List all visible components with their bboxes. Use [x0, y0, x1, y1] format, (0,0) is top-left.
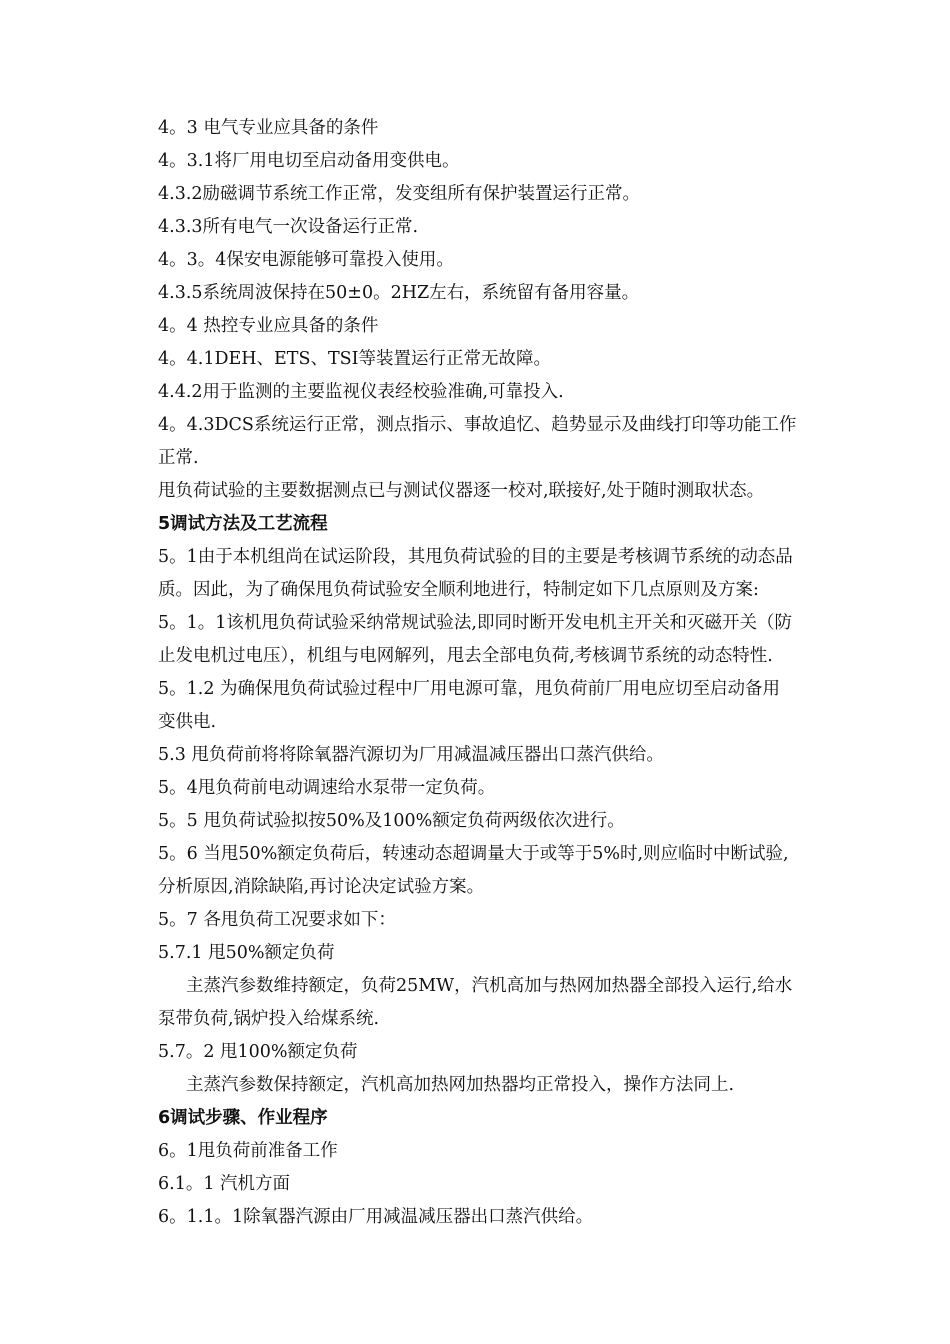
section-4-3-heading: 4。3 电气专业应具备的条件 — [158, 118, 379, 138]
paragraph-5-7-1-detail-continued: 泵带负荷,锅炉投入给煤系统. — [158, 1009, 380, 1029]
paragraph-6-1: 6。1甩负荷前准备工作 — [158, 1141, 338, 1161]
paragraph-5-3: 5.3 甩负荷前将将除氧器汽源切为厂用减温减压器出口蒸汽供给。 — [158, 745, 664, 765]
paragraph-5-7-2: 5.7。2 甩100%额定负荷 — [158, 1042, 358, 1062]
paragraph-5-7-1: 5.7.1 甩50%额定负荷 — [158, 943, 335, 963]
paragraph-6-1-1-1: 6。1.1。1除氧器汽源由厂用减温减压器出口蒸汽供给。 — [158, 1207, 594, 1227]
paragraph-5-7-2-detail: 主蒸汽参数保持额定，汽机高加热网加热器均正常投入，操作方法同上. — [186, 1075, 735, 1095]
paragraph-4-3-1: 4。3.1将厂用电切至启动备用变供电。 — [158, 151, 460, 171]
section-5-heading: 5调试方法及工艺流程 — [158, 514, 328, 534]
paragraph-5-1: 5。1由于本机组尚在试运阶段，其甩负荷试验的目的主要是考核调节系统的动态品 — [158, 547, 793, 567]
paragraph-4-4-3-continued: 正常. — [158, 448, 199, 468]
paragraph-5-4: 5。4甩负荷前电动调速给水泵带一定负荷。 — [158, 778, 496, 798]
paragraph-5-7-1-detail: 主蒸汽参数维持额定，负荷25MW，汽机高加与热网加热器全部投入运行,给水 — [186, 976, 793, 996]
paragraph-5-1-1: 5。1。1该机甩负荷试验采纳常规试验法,即同时断开发电机主开关和灭磁开关（防 — [158, 613, 792, 633]
paragraph-5-7: 5。7 各甩负荷工况要求如下： — [158, 910, 396, 930]
paragraph-5-6: 5。6 当甩50%额定负荷后，转速动态超调量大于或等于5%时,则应临时中断试验, — [158, 844, 789, 864]
paragraph-5-1-1-continued: 止发电机过电压），机组与电网解列，甩去全部电负荷,考核调节系统的动态特性. — [158, 646, 773, 666]
section-6-heading: 6调试步骤、作业程序 — [158, 1108, 328, 1128]
section-4-4-heading: 4。4 热控专业应具备的条件 — [158, 316, 379, 336]
document-body — [158, 112, 878, 1234]
paragraph-5-5: 5。5 甩负荷试验拟按50%及100%额定负荷两级依次进行。 — [158, 811, 625, 831]
paragraph-4-4-2: 4.4.2用于监测的主要监视仪表经校验准确,可靠投入. — [158, 382, 564, 402]
paragraph-4-3-5: 4.3.5系统周波保持在50±0。2HZ左右，系统留有备用容量。 — [158, 283, 640, 303]
paragraph-4-3-4: 4。3。4保安电源能够可靠投入使用。 — [158, 250, 454, 270]
paragraph-test-points: 甩负荷试验的主要数据测点已与测试仪器逐一校对,联接好,处于随时测取状态。 — [158, 481, 765, 501]
paragraph-5-1-continued: 质。因此，为了确保甩负荷试验安全顺利地进行，特制定如下几点原则及方案: — [158, 580, 759, 600]
paragraph-4-3-2: 4.3.2励磁调节系统工作正常，发变组所有保护装置运行正常。 — [158, 184, 641, 204]
paragraph-4-4-3: 4。4.3DCS系统运行正常，测点指示、事故追忆、趋势显示及曲线打印等功能工作 — [158, 415, 797, 435]
paragraph-5-1-2: 5。1.2 为确保甩负荷试验过程中厂用电源可靠，甩负荷前厂用电应切至启动备用 — [158, 679, 781, 699]
paragraph-4-4-1: 4。4.1DEH、ETS、TSI等装置运行正常无故障。 — [158, 349, 552, 369]
paragraph-5-1-2-continued: 变供电. — [158, 712, 217, 732]
paragraph-6-1-1: 6.1。1 汽机方面 — [158, 1174, 291, 1194]
paragraph-4-3-3: 4.3.3所有电气一次设备运行正常. — [158, 217, 419, 237]
paragraph-5-6-continued: 分析原因,消除缺陷,再讨论决定试验方案。 — [158, 877, 485, 897]
